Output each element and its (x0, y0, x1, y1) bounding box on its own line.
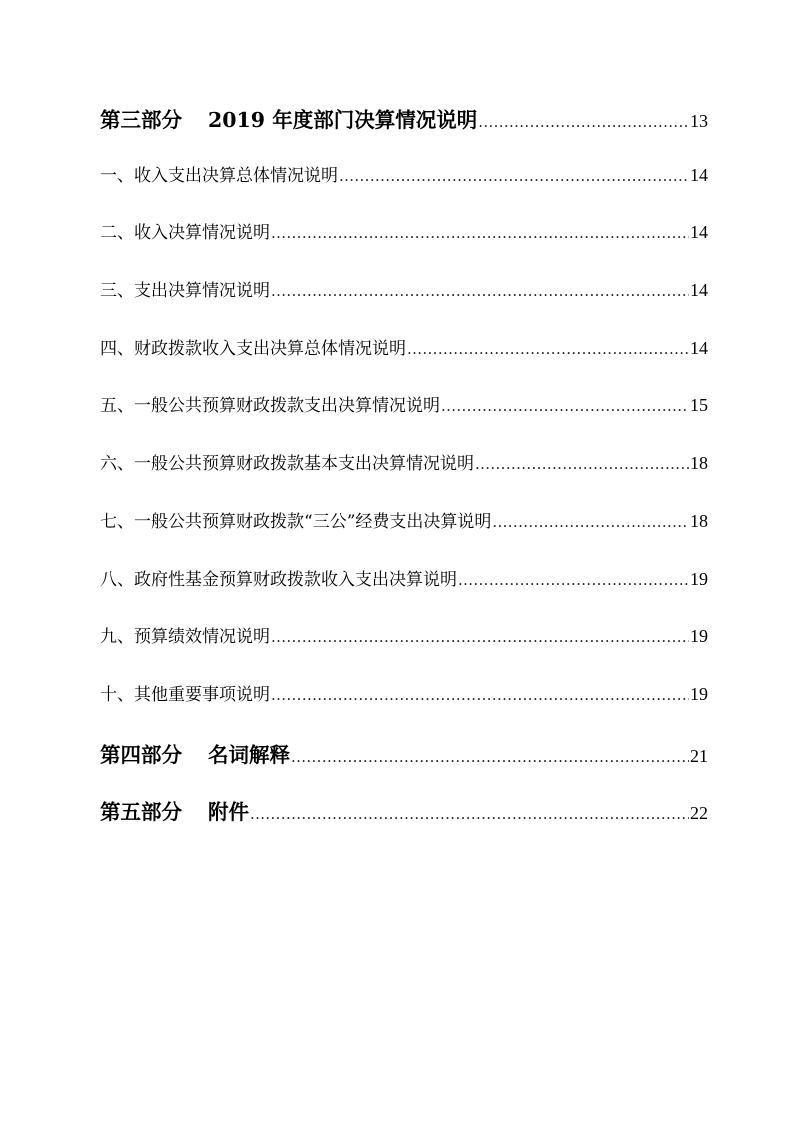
toc-item-page: 19 (690, 568, 708, 589)
toc-item-label: 六、一般公共预算财政拨款基本支出决算情况说明 (100, 454, 474, 475)
toc-item-page: 14 (690, 337, 708, 358)
toc-item-label: 九、预算绩效情况说明 (100, 627, 270, 648)
dot-leader (271, 282, 689, 300)
toc-entry-item-2[interactable] (100, 218, 708, 276)
toc-part5-label (100, 795, 249, 825)
dot-leader (475, 455, 689, 473)
dot-leader (250, 805, 689, 823)
toc-part4-title: 名词解释 (208, 742, 290, 767)
toc-part4-prefix: 第四部分 (100, 742, 182, 767)
toc-entry-item-4[interactable] (100, 334, 708, 392)
toc-item-label: 一、收入支出决算总体情况说明 (100, 165, 338, 186)
toc-entry-part5[interactable] (100, 795, 708, 853)
toc-part5-title: 附件 (208, 800, 249, 825)
toc-entry-item-7[interactable] (100, 507, 708, 565)
toc-entry-part4[interactable] (100, 738, 708, 796)
toc-item-page: 14 (690, 164, 708, 185)
dot-leader (458, 571, 689, 589)
toc-entry-item-8[interactable] (100, 565, 708, 623)
dot-leader (291, 748, 689, 766)
toc-item-label: 二、收入决算情况说明 (100, 223, 270, 244)
dot-leader (478, 113, 689, 131)
toc-item-label: 三、支出决算情况说明 (100, 281, 270, 302)
toc-item-page: 18 (690, 453, 708, 474)
toc-item-label: 八、政府性基金预算财政拨款收入支出决算说明 (100, 569, 457, 590)
dot-leader (407, 340, 689, 358)
toc-item-page: 14 (690, 280, 708, 301)
toc-part4-label (100, 738, 290, 768)
toc-entry-item-5[interactable] (100, 391, 708, 449)
dot-leader (441, 397, 689, 415)
toc-item-page: 18 (690, 510, 708, 531)
toc-part4-page: 21 (690, 745, 708, 766)
dot-leader (271, 686, 689, 704)
toc-part5-prefix: 第五部分 (100, 800, 182, 825)
toc-entry-part3[interactable] (100, 103, 708, 161)
toc-item-label: 四、财政拨款收入支出决算总体情况说明 (100, 338, 406, 359)
dot-leader (492, 513, 689, 531)
dot-leader (339, 167, 689, 185)
toc-item-label: 五、一般公共预算财政拨款支出决算情况说明 (100, 396, 440, 417)
toc-item-label: 十、其他重要事项说明 (100, 684, 270, 705)
toc-entry-item-1[interactable] (100, 161, 708, 219)
dot-leader (271, 628, 689, 646)
toc-item-page: 19 (690, 683, 708, 704)
toc-item-page: 19 (690, 626, 708, 647)
toc-part3-prefix: 第三部分 (100, 108, 182, 132)
toc-item-page: 14 (690, 222, 708, 243)
toc-item-label: 七、一般公共预算财政拨款“三公”经费支出决算说明 (100, 511, 492, 532)
toc-part3-title: 2019 年度部门决算情况说明 (208, 108, 478, 132)
toc-entry-item-9[interactable] (100, 622, 708, 680)
toc-part5-page: 22 (690, 803, 708, 824)
table-of-contents (100, 103, 708, 853)
toc-entry-item-6[interactable] (100, 449, 708, 507)
toc-part3-label (100, 103, 477, 133)
toc-entry-item-10[interactable] (100, 680, 708, 738)
toc-part3-page: 13 (690, 111, 708, 131)
toc-item-page: 15 (690, 395, 708, 416)
dot-leader (271, 224, 689, 242)
toc-entry-item-3[interactable] (100, 276, 708, 334)
